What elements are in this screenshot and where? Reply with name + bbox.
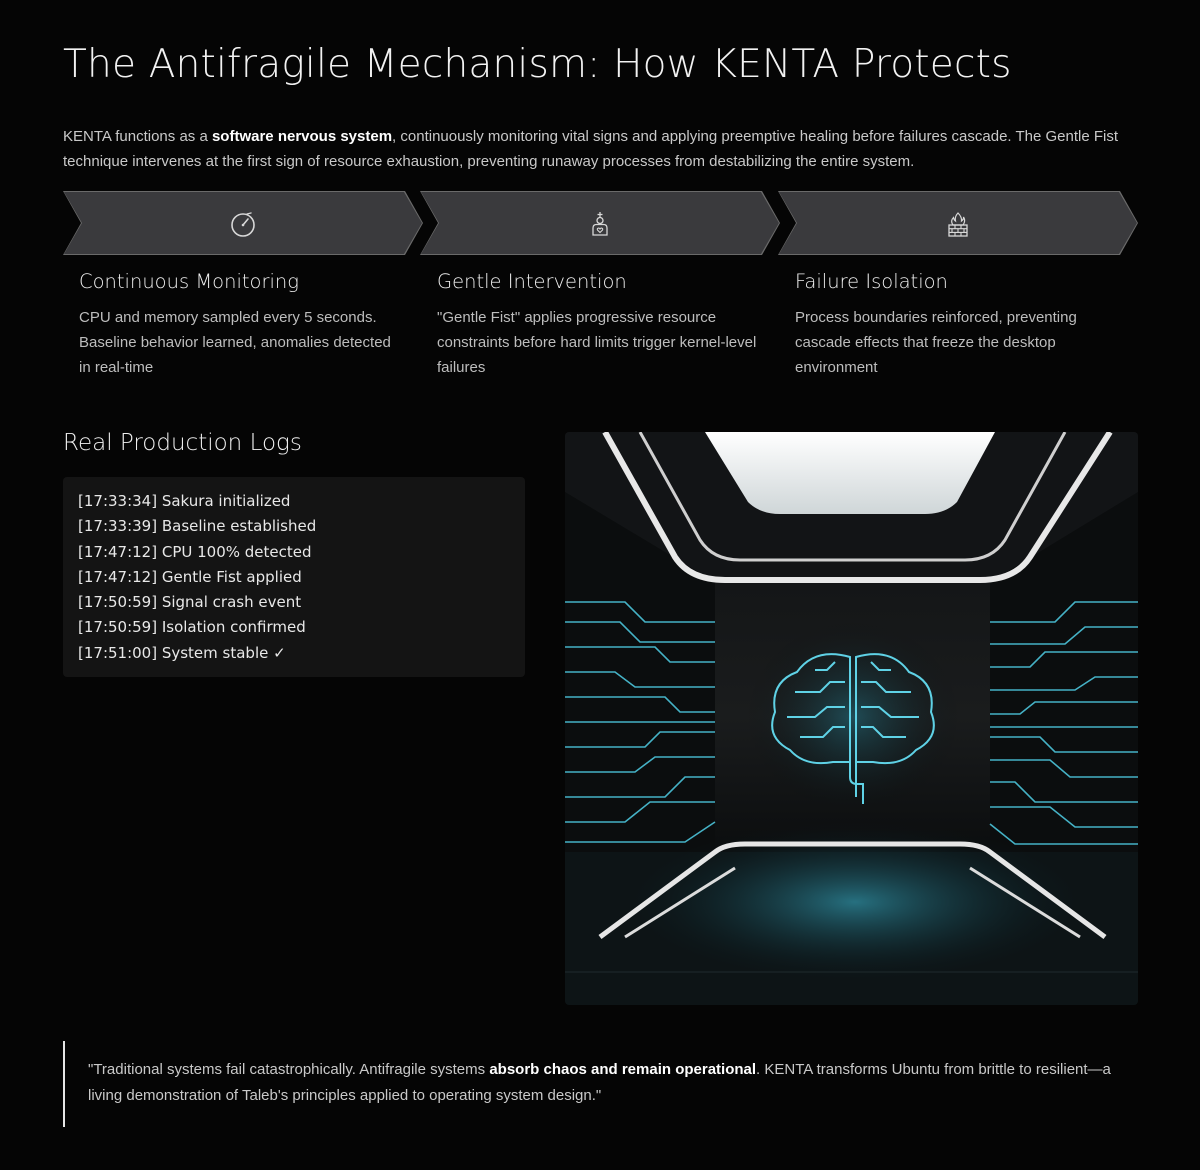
logs-section-title: Real Production Logs <box>63 430 302 456</box>
step-title-isolation: Failure Isolation <box>795 270 948 293</box>
log-line: [17:33:34] Sakura initialized <box>78 492 291 510</box>
healer-icon <box>585 209 615 239</box>
step-desc-intervention: "Gentle Fist" applies progressive resource constraints before hard limits trigger kernel-level failures <box>437 309 757 376</box>
page-title: The Antifragile Mechanism: How KENTA Protects <box>63 42 1012 87</box>
step-chevron-monitoring <box>63 191 423 255</box>
log-line: [17:50:59] Isolation confirmed <box>78 618 306 637</box>
log-line: [17:47:12] CPU 100% detected <box>78 542 312 561</box>
quote-text <box>88 1057 1138 1109</box>
log-line: [17:47:12] Gentle Fist applied <box>78 567 302 586</box>
step-chevron-intervention <box>420 191 780 255</box>
intro-text-end: , continuously monitoring vital signs and applying preemptive healing before failures cascade. The Gentle Fist technique intervenes at the first sign of resource exhaustion, preventing runaway processes from destabilizing the entire system. <box>63 128 1119 170</box>
step-desc-monitoring: CPU and memory sampled every 5 seconds. Baseline behavior learned, anomalies detected in real-time <box>79 309 391 376</box>
step-desc-isolation: Process boundaries reinforced, preventing cascade effects that freeze the desktop environment <box>795 309 1077 376</box>
quote-emphasis: absorb chaos and remain operational <box>489 1061 757 1078</box>
log-line: [17:50:59] Signal crash event <box>78 593 302 612</box>
intro-text-start: KENTA functions as a <box>63 128 212 145</box>
step-title-intervention: Gentle Intervention <box>437 270 627 293</box>
intro-emphasis: software nervous system <box>211 128 393 145</box>
intro-paragraph <box>63 124 1138 174</box>
closing-quote <box>63 1041 1138 1127</box>
log-panel <box>63 477 525 677</box>
step-chevron-isolation <box>778 191 1138 255</box>
gauge-icon <box>228 209 258 239</box>
firewall-icon <box>943 209 973 239</box>
log-line: [17:33:39] Baseline established <box>78 517 317 536</box>
step-title-monitoring: Continuous Monitoring <box>79 270 299 293</box>
log-line: [17:51:00] System stable ✓ <box>78 643 286 662</box>
quote-text-end: . KENTA transforms Ubuntu from brittle to resilient—a living demonstration of Taleb's principles applied to operating system design." <box>88 1061 1111 1104</box>
quote-text-start: "Traditional systems fail catastrophically. Antifragile systems <box>88 1061 490 1078</box>
circuit-brain-image <box>565 432 1138 1005</box>
